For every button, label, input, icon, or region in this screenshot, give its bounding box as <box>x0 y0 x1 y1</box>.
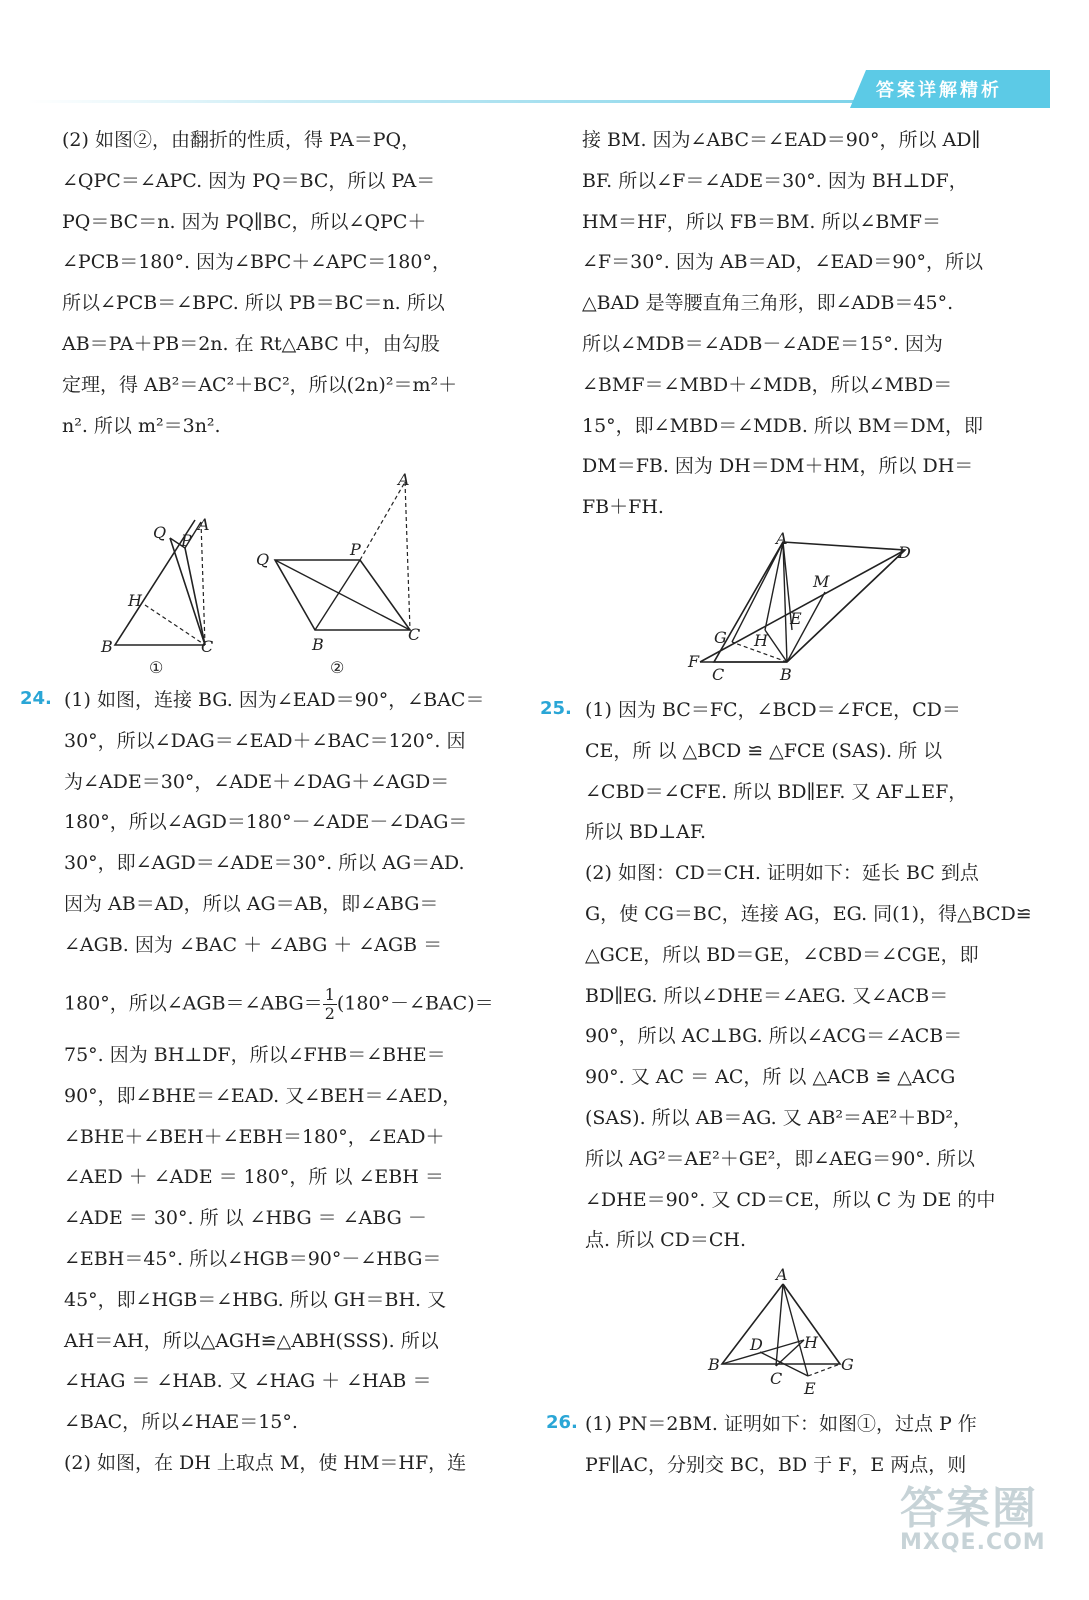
text-line: BD∥EG. 所以∠DHE＝∠AEG. 又∠ACB＝ <box>585 984 949 1007</box>
text-line: (2) 如图：CD＝CH. 证明如下：延长 BC 到点 <box>585 862 979 885</box>
figure-q25 <box>700 1262 870 1402</box>
figure-2 <box>250 470 440 680</box>
fig24-label-h: H <box>754 631 768 650</box>
text-line: 90°. 又 AC ＝ AC，所 以 △ACB ≌ △ACG <box>585 1066 956 1089</box>
text-line: 90°，即∠BHE＝∠EAD. 又∠BEH＝∠AED， <box>64 1084 462 1107</box>
text-line: ∠AGB. 因为 ∠BAC ＋ ∠ABG ＋ ∠AGB ＝ <box>64 933 443 956</box>
text-line: AH＝AH，所以△AGH≌△ABH(SSS). 所以 <box>64 1329 439 1352</box>
text-line: (1) 如图，连接 BG. 因为∠EAD＝90°，∠BAC＝ <box>64 689 485 711</box>
text-line: ∠F＝30°. 因为 AB＝AD，∠EAD＝90°，所以 <box>582 251 983 274</box>
fraction-half <box>323 986 337 1023</box>
text-line: (1) 因为 BC＝FC，∠BCD＝∠FCE，CD＝ <box>585 699 961 721</box>
text-line: 30°，即∠AGD＝∠ADE＝30°. 所以 AG＝AD. <box>64 852 465 875</box>
fig2-bp <box>315 560 360 630</box>
text-line: (SAS). 所以 AB＝AG. 又 AB²＝AE²＋BD²， <box>585 1107 973 1129</box>
text-line: ∠AED ＋ ∠ADE ＝ 180°，所 以 ∠EBH ＝ <box>64 1166 444 1189</box>
text-line: 75°. 因为 BH⊥DF，所以∠FHB＝∠BHE＝ <box>64 1044 446 1066</box>
fig25-label-c: C <box>770 1369 783 1388</box>
fig25-eg <box>808 1364 840 1376</box>
frac-denominator: 2 <box>324 1004 335 1023</box>
figure-1 <box>95 510 235 680</box>
fig1-label-q: Q <box>153 523 167 542</box>
text-line: ∠BAC，所以∠HAE＝15°. <box>64 1411 298 1434</box>
text-line: ∠QPC＝∠APC. 因为 PQ＝BC，所以 PA＝ <box>62 169 436 192</box>
fig1-label-p: P <box>181 531 192 550</box>
q24-fraction-line <box>64 986 494 1023</box>
fig1-hc <box>145 605 205 645</box>
fig25-ac <box>776 1284 783 1366</box>
fig25-label-d: D <box>750 1335 763 1354</box>
text-line: 点. 所以 CD＝CH. <box>585 1229 747 1252</box>
text-line: △BAD 是等腰直角三角形，即∠ADB＝45°. <box>582 292 954 315</box>
text-line: 所以∠MDB＝∠ADB－∠ADE＝15°. 因为 <box>582 333 943 355</box>
text-line: ∠EBH＝45°. 所以∠HGB＝90°－∠HBG＝ <box>64 1248 442 1270</box>
text-line: 15°，即∠MBD＝∠MDB. 所以 BM＝DM，即 <box>582 414 984 437</box>
fig24-label-e: E <box>790 609 802 628</box>
text-line: 定理，得 AB²＝AC²＋BC²，所以(2n)²＝m²＋ <box>62 373 458 396</box>
fig25-label-g: G <box>841 1355 854 1374</box>
fig25-label-a: A <box>776 1265 788 1284</box>
fig2-label-p: P <box>350 540 361 559</box>
text-line: (2) 如图，在 DH 上取点 M，使 HM＝HF，连 <box>64 1452 467 1474</box>
fig24-fd <box>700 550 905 662</box>
watermark-logo <box>900 1472 1046 1555</box>
fig25-label-h: H <box>804 1333 818 1352</box>
text-line: 所以∠PCB＝∠BPC. 所以 PB＝BC＝n. 所以 <box>62 292 445 315</box>
q24-frac-pre: 180°，所以∠AGB＝∠ABG＝ <box>64 992 323 1015</box>
fig25-label-b: B <box>708 1355 720 1374</box>
text-line: ∠DHE＝90°. 又 CD＝CE，所以 C 为 DE 的中 <box>585 1188 996 1211</box>
text-line: BF. 所以∠F＝∠ADE＝30°. 因为 BH⊥DF， <box>582 169 968 192</box>
text-line: AB＝PA＋PB＝2n. 在 Rt△ABC 中，由勾股 <box>62 333 440 355</box>
text-line: ∠BMF＝∠MBD＋∠MDB，所以∠MBD＝ <box>582 373 953 396</box>
fig1-label-a: A <box>198 515 210 534</box>
text-line: CE，所 以 △BCD ≌ △FCE (SAS). 所 以 <box>585 739 943 762</box>
fig25-ae <box>783 1284 808 1376</box>
q24-number: 24. <box>20 688 52 709</box>
watermark-url: MXQE.COM <box>900 1530 1046 1555</box>
fig24-label-d: D <box>898 543 911 562</box>
text-line: 因为 AB＝AD，所以 AG＝AB，即∠ABG＝ <box>64 893 439 915</box>
text-line: 180°，所以∠AGD＝180°－∠ADE－∠DAG＝ <box>64 811 468 834</box>
fig24-label-m: M <box>813 572 830 591</box>
text-line: ∠PCB＝180°. 因为∠BPC＋∠APC＝180°， <box>62 251 451 274</box>
text-line: 所以 BD⊥AF. <box>585 821 707 844</box>
fig2-pa <box>360 482 405 560</box>
fig24-bh <box>765 630 787 662</box>
fig1-label-h: H <box>128 591 142 610</box>
fig24-bd <box>787 550 905 662</box>
text-line: ∠CBD＝∠CFE. 所以 BD∥EF. 又 AF⊥EF， <box>585 780 968 803</box>
text-line: ∠BHE＋∠BEH＋∠EBH＝180°，∠EAD＋ <box>64 1125 445 1148</box>
fig24-ah <box>765 542 783 630</box>
text-line: 为∠ADE＝30°，∠ADE＋∠DAG＋∠AGD＝ <box>64 770 450 793</box>
fig2-caption: ② <box>330 658 345 677</box>
text-line: ∠HAG ＝ ∠HAB. 又 ∠HAG ＋ ∠HAB ＝ <box>64 1370 432 1393</box>
text-line: 接 BM. 因为∠ABC＝∠EAD＝90°，所以 AD∥ <box>582 129 981 151</box>
fig25-label-e: E <box>804 1379 816 1398</box>
fig25-triangle <box>722 1284 840 1364</box>
fig24-label-a: A <box>776 530 788 548</box>
fig1-label-c: C <box>201 637 214 656</box>
fig2-label-c: C <box>408 625 421 644</box>
text-line: HM＝HF，所以 FB＝BM. 所以∠BMF＝ <box>582 210 941 233</box>
q24-frac-post: (180°－∠BAC)＝ <box>336 992 494 1015</box>
text-line: 45°，即∠HGB＝∠HBG. 所以 GH＝BH. 又 <box>64 1288 447 1311</box>
header-title: 答案详解精析 <box>876 80 1002 101</box>
fig1-label-b: B <box>101 637 113 656</box>
fig24-label-f: F <box>688 652 700 671</box>
text-line: △GCE，所以 BD＝GE，∠CBD＝∠CGE，即 <box>585 943 979 966</box>
fig1-caption: ① <box>149 658 164 677</box>
fig24-ag <box>732 542 783 642</box>
watermark-text: 答案圈 <box>900 1483 1038 1534</box>
fig24-label-b: B <box>780 665 792 684</box>
fig24-label-g: G <box>714 628 727 647</box>
text-line: G，使 CG＝BC，连接 AG，EG. 同(1)，得△BCD≌ <box>585 903 1032 925</box>
figure-q24 <box>680 530 920 685</box>
q25-number: 25. <box>540 698 572 719</box>
frac-numerator: 1 <box>324 985 335 1004</box>
fig2-label-a: A <box>398 470 410 489</box>
fig1-pc <box>185 548 205 645</box>
text-line: (2) 如图②，由翻折的性质，得 PA＝PQ， <box>62 129 421 151</box>
fig2-label-q: Q <box>256 550 270 569</box>
fig24-label-c: C <box>712 665 725 684</box>
text-line: n². 所以 m²＝3n². <box>62 414 221 437</box>
fig2-label-b: B <box>312 635 324 654</box>
fig1-qc <box>170 538 205 645</box>
text-line: FB＋FH. <box>582 496 664 519</box>
text-line: 30°，所以∠DAG＝∠EAD＋∠BAC＝120°. 因 <box>64 729 466 752</box>
text-line: (1) PN＝2BM. 证明如下：如图①，过点 P 作 <box>585 1413 977 1435</box>
text-line: PF∥AC，分别交 BC，BD 于 F，E 两点，则 <box>585 1453 967 1476</box>
q26-number: 26. <box>546 1412 578 1433</box>
fig2-ac <box>405 482 410 630</box>
text-line: DM＝FB. 因为 DH＝DM＋HM，所以 DH＝ <box>582 455 974 478</box>
text-line: 所以 AG²＝AE²＋GE²，即∠AEG＝90°. 所以 <box>585 1147 975 1170</box>
text-line: PQ＝BC＝n. 因为 PQ∥BC，所以∠QPC＋ <box>62 210 427 233</box>
header-rule <box>28 100 858 103</box>
text-line: 90°，所以 AC⊥BG. 所以∠ACG＝∠ACB＝ <box>585 1025 963 1048</box>
text-line: ∠ADE ＝ 30°. 所 以 ∠HBG ＝ ∠ABG － <box>64 1207 427 1230</box>
